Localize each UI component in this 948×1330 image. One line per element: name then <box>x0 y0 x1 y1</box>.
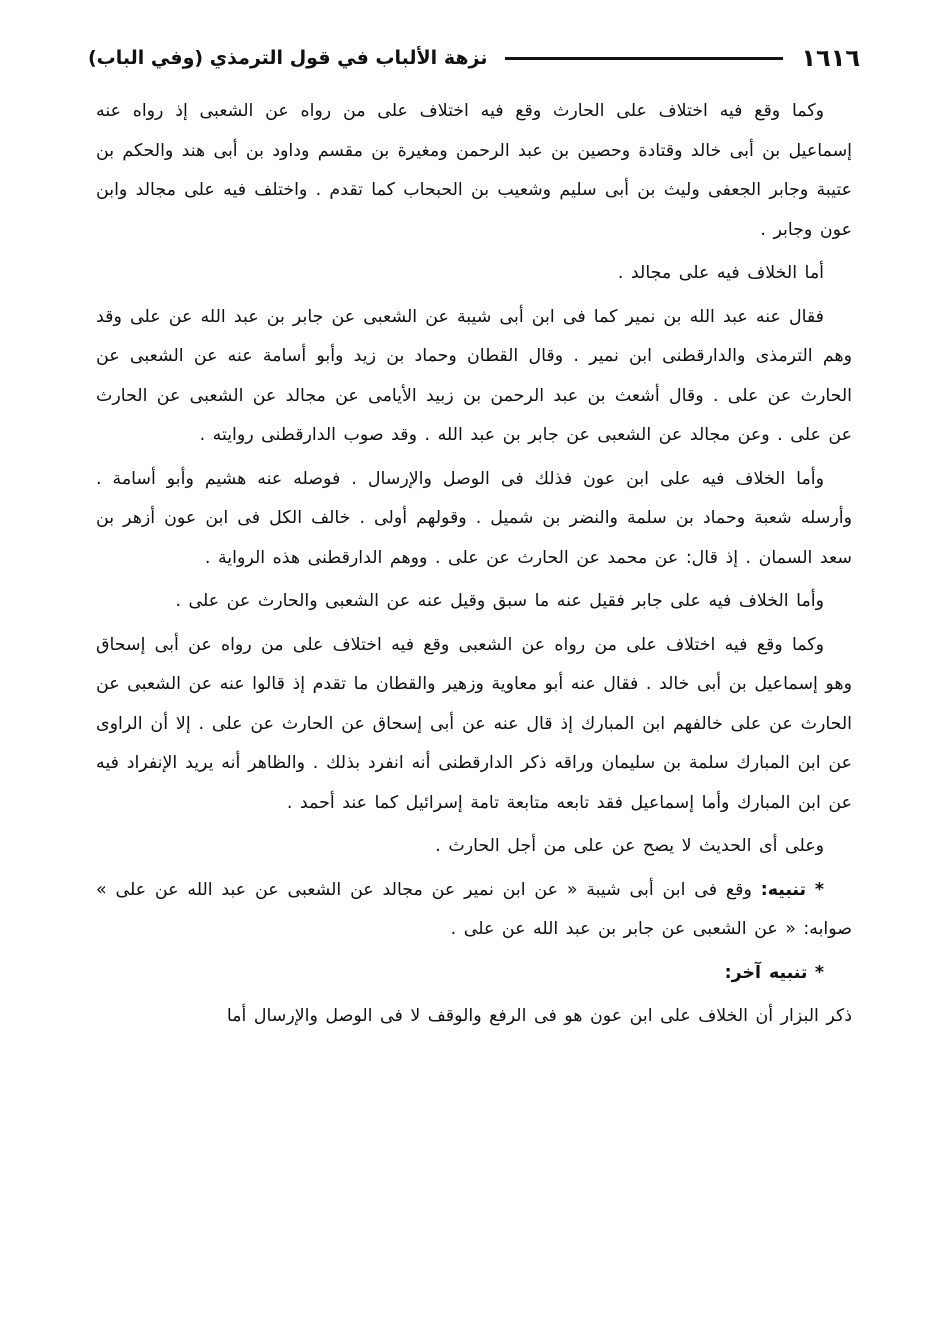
note-2-text: ذكر البزار أن الخلاف على ابن عون هو فى الرفع والوقف لا فى الوصل والإرسال أما <box>226 1006 852 1026</box>
paragraph-7: وعلى أى الحديث لا يصح عن على من أجل الحارث . <box>435 836 824 856</box>
page-number: ١٦١٦ <box>801 44 860 72</box>
note-2-heading-line <box>96 954 852 994</box>
running-title: نزهة الألباب في قول الترمذي (وفي الباب) <box>88 47 488 69</box>
paragraph-2: أما الخلاف فيه على مجالد . <box>617 263 824 283</box>
paragraph-6: وكما وقع فيه اختلاف على من رواه عن الشعبى وقع فيه اختلاف على من رواه عن أبى إسحاق وهو إسماعيل بن أبى خالد . فقال عنه أبو معاوية وزهير والقطان ما تقدم إذ قالوا عنه عن الشعبى عن الحارث عن على خالفهم ابن المبارك إذ قال عنه عن أبى إسحاق عن الحارث عن على . إلا أن الراوى عن ابن المبارك سلمة بن سليمان وراقه ذكر الدارقطنى أنه انفرد بذلك . والظاهر أنه يريد الإنفراد فيه عن ابن المبارك وأما إسماعيل فقد تابعه متابعة تامة إسرائيل كما عند أحمد . <box>96 634 852 813</box>
note-2-star: * <box>814 962 824 983</box>
paragraph-3: فقال عنه عبد الله بن نمير كما فى ابن أبى شيبة عن الشعبى عن جابر بن عبد الله عن على وقد وهم الترمذى والدارقطنى ابن نمير . وقال القطان وحماد بن زيد وأبو أسامة عنه عن الشعبى عن الحارث عن على . وقال أشعث بن عبد الرحمن بن زبيد الأيامى عن مجالد عن الشعبى عن الحارث عن على . وعن مجالد عن الشعبى عن جابر بن عبد الله . وقد صوب الدارقطنى روايته . <box>96 306 852 445</box>
note-1-heading: تنبيه: <box>760 879 807 900</box>
note-1-star: * <box>814 879 825 900</box>
paragraph-1: وكما وقع فيه اختلاف على الحارث وقع فيه اختلاف على من رواه عن الشعبى إذ رواه عنه إسماعيل بن أبى خالد وقتادة وحصين بن عبد الرحمن ومغيرة بن مقسم وداود بن أبى هند والحكم بن عتيبة وجابر الجعفى وليث بن أبى سليم وشعيب بن الحبحاب كما تقدم . واختلف فيه على مجالد وابن عون وجابر . <box>96 101 852 240</box>
note-1 <box>96 871 852 950</box>
header-rule <box>505 57 783 60</box>
paragraph-4: وأما الخلاف فيه على ابن عون فذلك فى الوصل والإرسال . فوصله عنه هشيم وأبو أسامة . وأرسله شعبة وحماد بن سلمة والنضر بن شميل . وقولهم أولى . خالف الكل فى ابن عون أزهر بن سعد السمان . إذ قال: عن محمد عن الحارث عن على . ووهم الدارقطنى هذه الرواية . <box>96 468 852 568</box>
note-1-text: وقع فى ابن أبى شيبة « عن ابن نمير عن مجالد عن الشعبى عن عبد الله عن على » صوابه: « عن الشعبى عن جابر بن عبد الله عن على . <box>96 879 852 939</box>
note-2-heading: تنبيه آخر: <box>724 962 808 983</box>
page-header <box>88 40 860 76</box>
page-body <box>96 92 852 1322</box>
paragraph-5: وأما الخلاف فيه على جابر فقيل عنه ما سبق وقيل عنه عن الشعبى والحارث عن على . <box>175 591 824 611</box>
